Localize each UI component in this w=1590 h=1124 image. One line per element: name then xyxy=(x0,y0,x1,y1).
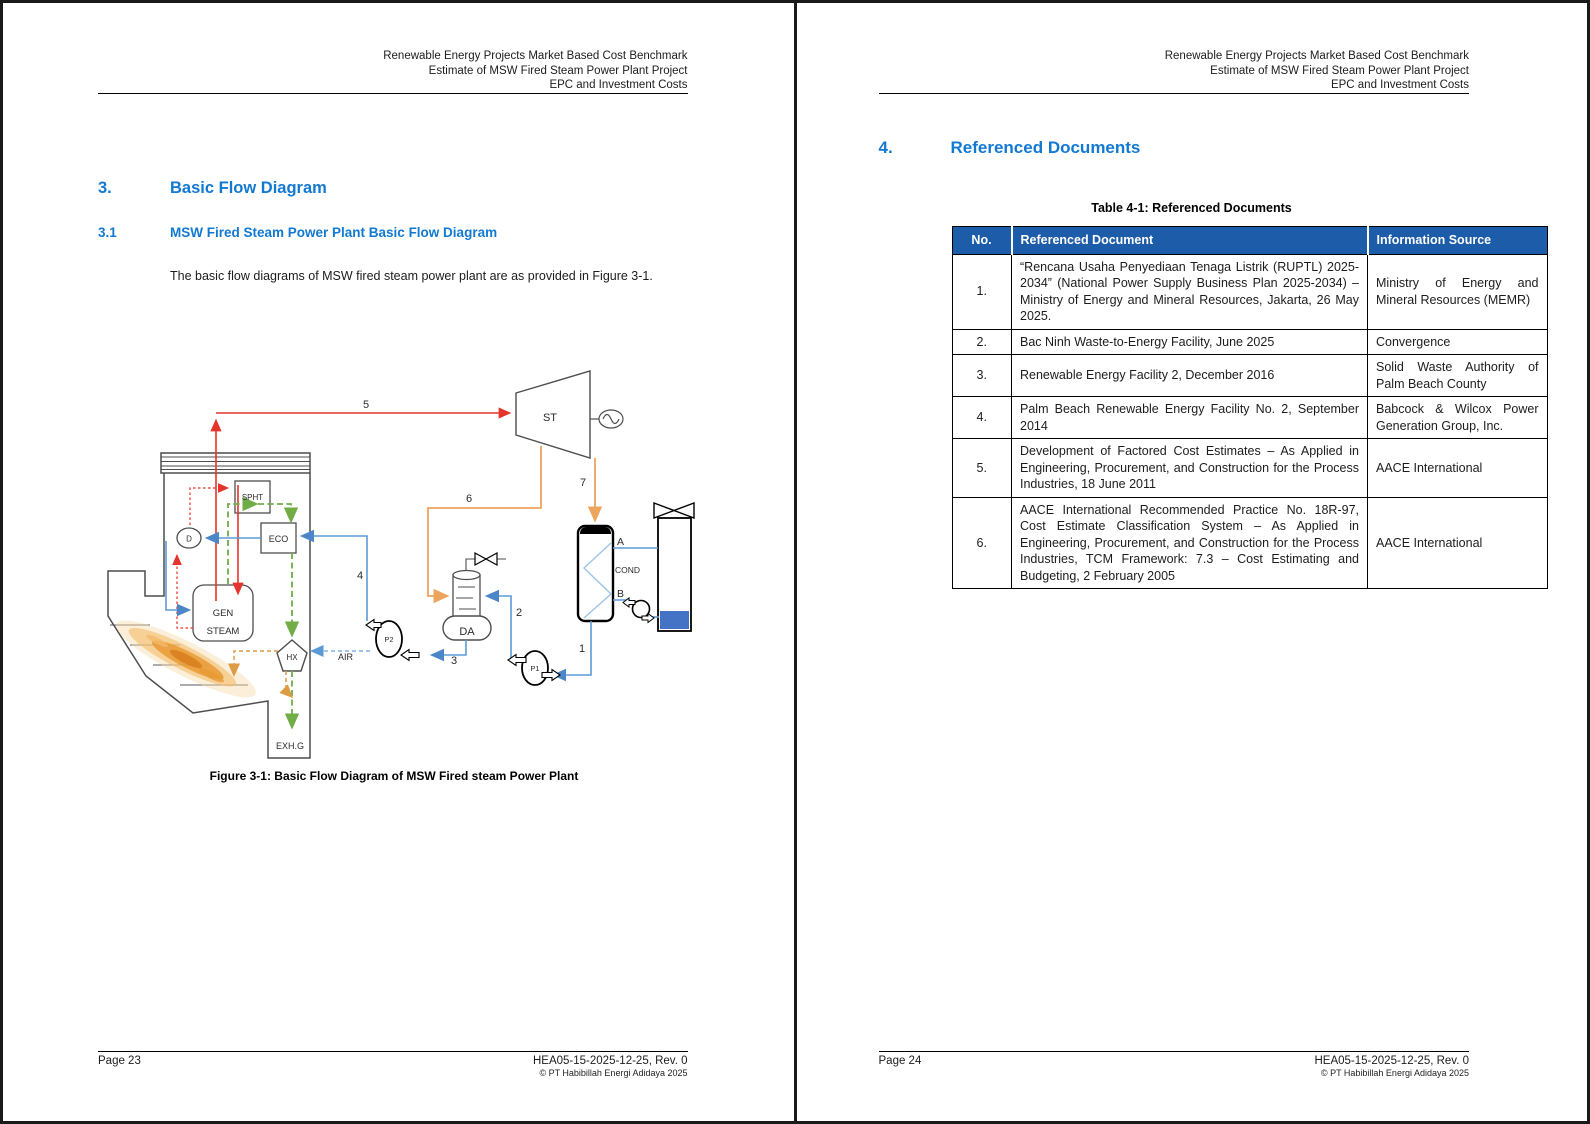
page-header xyxy=(383,49,687,93)
doc-reference: HEA05-15-2025-12-25, Rev. 0 xyxy=(533,1055,688,1067)
flow-diagram-svg xyxy=(98,363,723,765)
figure-caption: Figure 3-1: Basic Flow Diagram of MSW Fired steam Power Plant xyxy=(209,769,579,783)
section-title: Basic Flow Diagram xyxy=(170,179,327,197)
stream-3: 3 xyxy=(450,655,458,667)
header-line-3: EPC and Investment Costs xyxy=(1330,79,1469,91)
row-6-no: 6. xyxy=(952,497,1012,589)
subsection-heading xyxy=(98,225,497,240)
header-rule xyxy=(879,93,1470,94)
page-23 xyxy=(3,3,797,1121)
row-1-source: Ministry of Energy and Mineral Resources (MEMR) xyxy=(1368,254,1548,329)
header-rule xyxy=(98,93,688,94)
cooling-tower xyxy=(654,503,694,631)
label-drum: D xyxy=(186,534,192,544)
row-3-source: Solid Waste Authority of Palm Beach County xyxy=(1368,355,1548,397)
table-row xyxy=(952,397,1547,439)
copyright: © PT Habibillah Energi Adidaya 2025 xyxy=(1320,1068,1469,1078)
footer-rule xyxy=(98,1051,688,1052)
header-line-2: Estimate of MSW Fired Steam Power Plant Project xyxy=(428,64,688,77)
label-b: B xyxy=(617,588,625,600)
row-4-source: Babcock & Wilcox Power Generation Group, Inc. xyxy=(1368,397,1548,439)
header-no: No. xyxy=(952,227,1012,255)
label-eco: ECO xyxy=(268,534,289,544)
row-1-no: 1. xyxy=(952,254,1012,329)
da-vent-line xyxy=(466,559,506,570)
header-line-1: Renewable Energy Projects Market Based Cost Benchmark xyxy=(1164,50,1469,62)
label-cond: COND xyxy=(615,565,641,575)
page-number: Page 23 xyxy=(98,1055,141,1067)
row-5-doc: Development of Factored Cost Estimates – As Applied in Engineering, Procurement, and Construction for the Process Industries, 18 June 2011 xyxy=(1012,439,1368,498)
doc-reference: HEA05-15-2025-12-25, Rev. 0 xyxy=(1314,1055,1469,1067)
table-row xyxy=(952,439,1547,498)
stream-7: 7 xyxy=(579,477,587,489)
table-row xyxy=(952,254,1547,329)
row-1-doc: “Rencana Usaha Penyediaan Tenaga Listrik (RUPTL) 2025-2034” (National Power Supply Business Plan 2025-2034) – Ministry of Energy and Mineral Resources, Jakarta, 26 May 2025. xyxy=(1012,254,1368,329)
row-3-doc: Renewable Energy Facility 2, December 2016 xyxy=(1012,355,1368,397)
header-line-2: Estimate of MSW Fired Steam Power Plant Project xyxy=(1210,64,1469,77)
label-p2: P2 xyxy=(384,635,394,644)
label-steam: STEAM xyxy=(206,626,240,637)
flow-diagram xyxy=(98,363,723,765)
stream-6: 6 xyxy=(465,493,473,505)
table-row xyxy=(952,355,1547,397)
label-spht: SPHT xyxy=(241,493,264,502)
row-4-no: 4. xyxy=(952,397,1012,439)
footer-rule xyxy=(879,1051,1470,1052)
condenser-cap xyxy=(580,527,611,534)
body-paragraph: The basic flow diagrams of MSW fired steam power plant are as provided in Figure 3-1. xyxy=(170,269,653,283)
condenser-vessel xyxy=(578,526,613,621)
label-p1: P1 xyxy=(530,664,540,673)
section-heading xyxy=(879,138,1141,158)
stream-5: 5 xyxy=(362,399,370,411)
copyright: © PT Habibillah Energi Adidaya 2025 xyxy=(539,1068,688,1078)
table-title: Table 4-1: Referenced Documents xyxy=(1091,201,1292,215)
header-line-1: Renewable Energy Projects Market Based Cost Benchmark xyxy=(383,50,688,62)
subsection-number: 3.1 xyxy=(98,225,117,240)
section-number: 4. xyxy=(878,138,893,157)
page-header xyxy=(1165,49,1469,93)
row-2-no: 2. xyxy=(952,329,1012,355)
row-4-doc: Palm Beach Renewable Energy Facility No. 2, September 2014 xyxy=(1012,397,1368,439)
label-st: ST xyxy=(542,412,558,424)
row-2-doc: Bac Ninh Waste-to-Energy Facility, June 2025 xyxy=(1012,329,1368,355)
section-title: Referenced Documents xyxy=(950,138,1141,157)
label-exhaust: EXH.G xyxy=(275,741,305,751)
table-row xyxy=(952,497,1547,589)
referenced-documents-table xyxy=(952,226,1548,589)
table-row xyxy=(952,329,1547,355)
label-a: A xyxy=(617,536,625,548)
subsection-title: MSW Fired Steam Power Plant Basic Flow Diagram xyxy=(170,225,498,240)
row-6-doc: AACE International Recommended Practice No. 18R-97, Cost Estimate Classification System – As Applied in Engineering, Procurement, and Construction for the Process Industries, TCM Framework: 7.3 – Cost Estimating and Budgeting, 2 February 2005 xyxy=(1012,497,1368,589)
footer-right xyxy=(533,1055,688,1078)
table-header-row xyxy=(952,227,1547,255)
section-heading xyxy=(98,179,327,198)
stream-2: 2 xyxy=(515,607,523,619)
diagram-labels xyxy=(186,412,640,751)
section-number: 3. xyxy=(98,179,112,197)
row-5-no: 5. xyxy=(952,439,1012,498)
header-referenced-document: Referenced Document xyxy=(1012,227,1368,255)
label-gen: GEN xyxy=(212,608,234,619)
footer-right xyxy=(1315,1055,1470,1078)
label-air: AIR xyxy=(338,652,354,662)
page-number: Page 24 xyxy=(878,1055,922,1067)
label-hx: HX xyxy=(286,653,298,662)
row-3-no: 3. xyxy=(952,355,1012,397)
label-da: DA xyxy=(459,626,475,638)
header-line-3: EPC and Investment Costs xyxy=(549,79,688,91)
header-information-source: Information Source xyxy=(1368,227,1548,255)
da-vent-valve-icon xyxy=(475,553,486,565)
row-2-source: Convergence xyxy=(1368,329,1548,355)
row-5-source: AACE International xyxy=(1368,439,1548,498)
row-6-source: AACE International xyxy=(1368,497,1548,589)
stream-4: 4 xyxy=(356,570,364,582)
stream-1: 1 xyxy=(578,643,586,655)
page-24 xyxy=(797,3,1588,1121)
cooling-water-pump xyxy=(623,598,654,623)
